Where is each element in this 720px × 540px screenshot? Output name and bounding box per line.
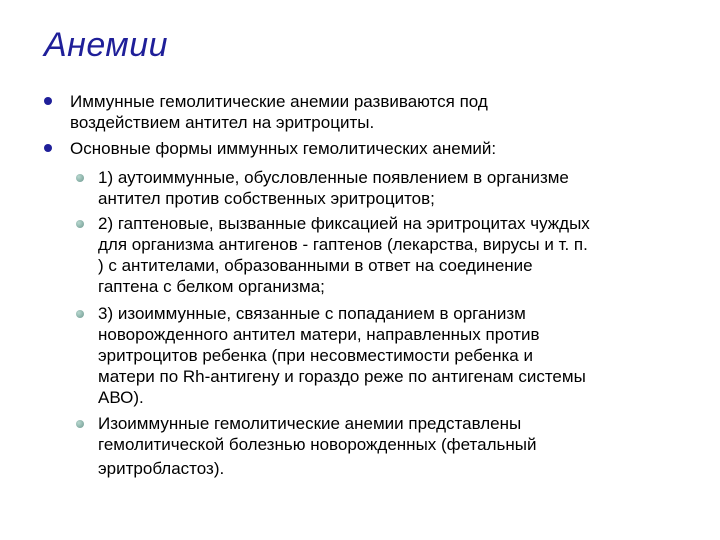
text-line: для организма антигенов - гаптенов (лекарства, вирусы и т. п. [98,235,588,254]
text-line: эритробластоз). [98,459,225,478]
bullet-dot-icon [76,174,84,182]
text-line: Изоиммунные гемолитические анемии представлены [98,414,522,433]
bullet-dot-icon [44,97,52,105]
bullet-dot-icon [76,220,84,228]
slide-title: Анемии [44,26,169,64]
text-line: Иммунные гемолитические анемии развиваются под [70,92,488,111]
bullet-dot-icon [44,144,52,152]
text-line: антител против собственных эритроцитов; [98,189,435,208]
text-line: 3) изоиммунные, связанные с попаданием в организм [98,304,526,323]
bullet-text [70,91,680,133]
text-line: новорожденного антител матери, направленных против [98,325,540,344]
text-line: эритроцитов ребенка (при несовместимости ребенка и [98,346,533,365]
text-line: АВО). [98,388,144,407]
text-line: воздействием антител на эритроциты. [70,113,375,132]
bullet-text [98,303,698,408]
bullet-dot-icon [76,420,84,428]
bullet-dot-icon [76,310,84,318]
bullet-text [98,413,698,479]
text-line: ) с антителами, образованными в ответ на соединение [98,256,533,275]
text-line: гаптена с белком организма; [98,277,325,296]
text-line: 2) гаптеновые, вызванные фиксацией на эритроцитах чуждых [98,214,590,233]
text-line: Основные формы иммунных гемолитических анемий: [70,139,497,158]
bullet-text [98,213,698,297]
text-line: матери по Rh-антигену и гораздо реже по антигенам системы [98,367,586,386]
text-line: 1) аутоиммунные, обусловленные появлением в организме [98,168,569,187]
bullet-text [98,167,698,209]
text-line: гемолитической болезнью новорожденных (фетальный [98,435,537,454]
bullet-text [70,138,680,159]
